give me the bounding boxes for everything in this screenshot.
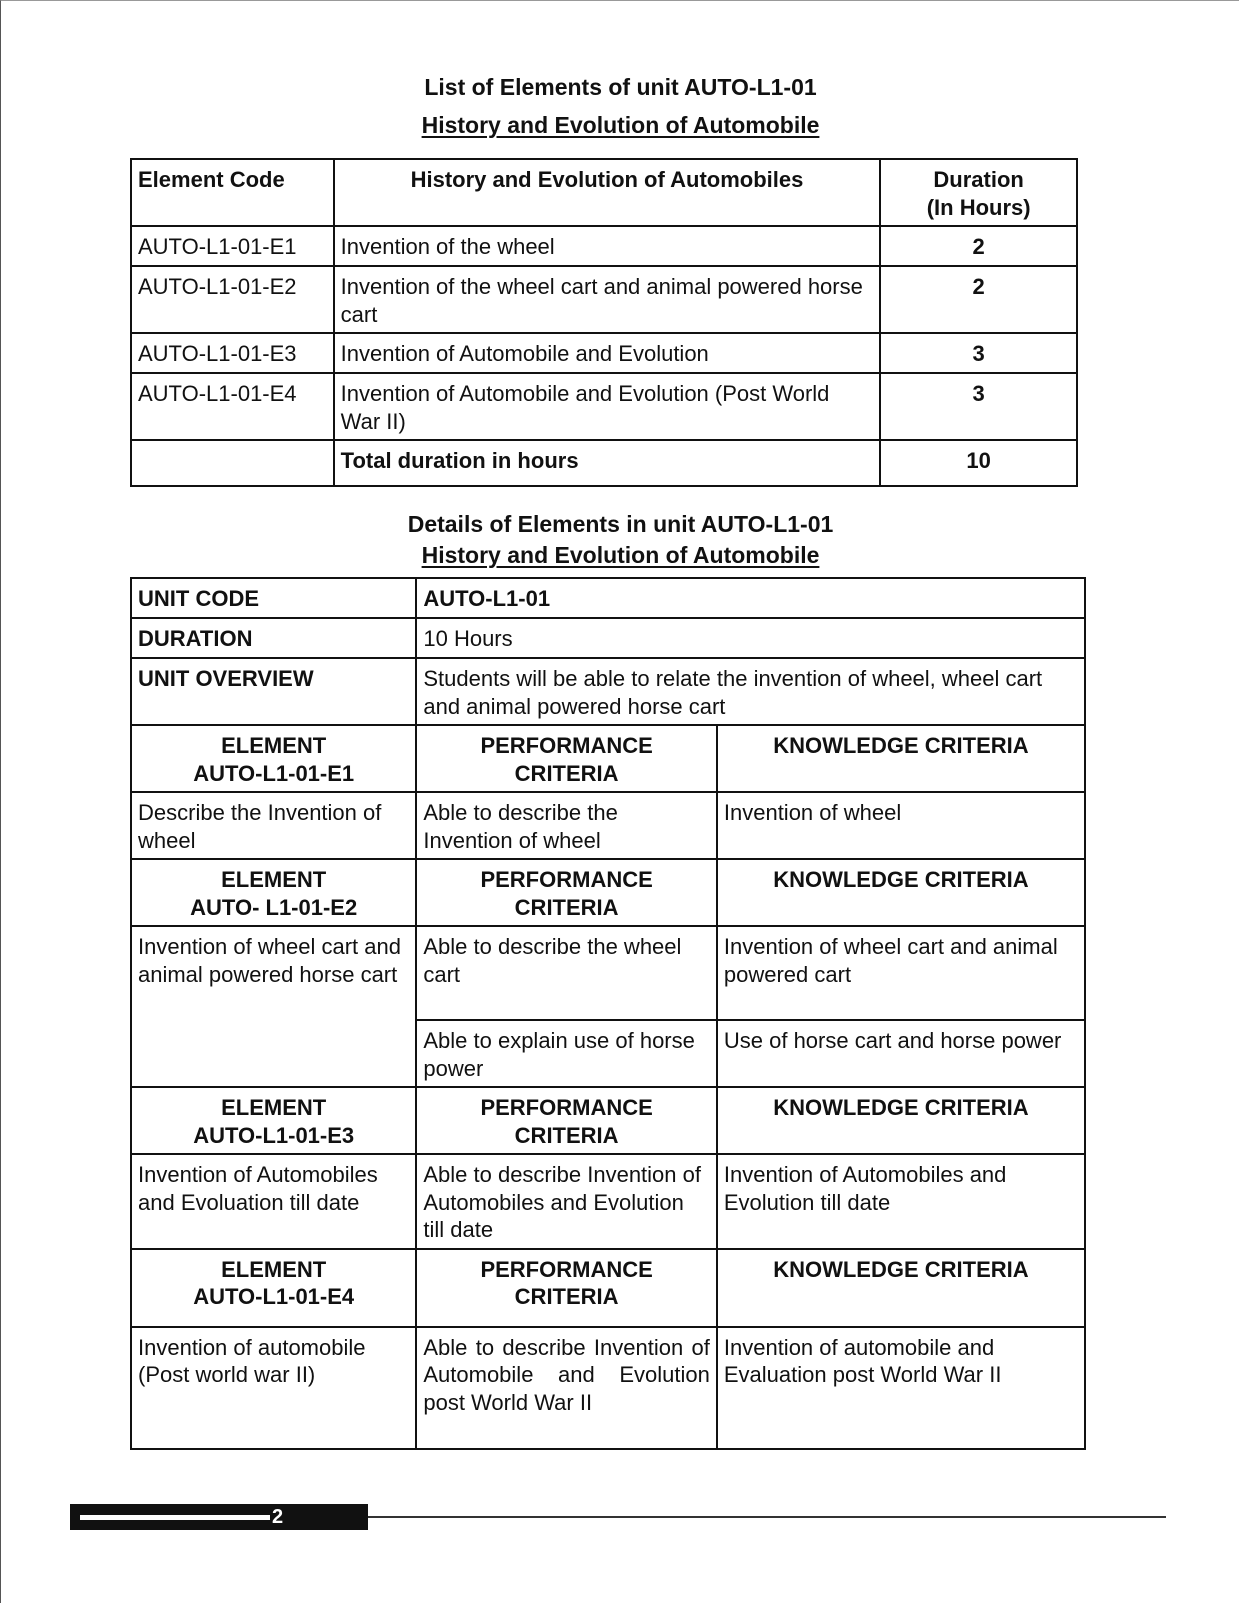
element-header-row [131, 725, 1085, 792]
knowledge-criteria: Invention of wheel [717, 792, 1085, 859]
table-row [131, 266, 1077, 333]
unit-code-value: AUTO-L1-01 [416, 578, 1085, 618]
list-subtitle: History and Evolution of Automobile [421, 112, 820, 138]
list-title: List of Elements of unit AUTO-L1-01 [424, 74, 817, 100]
elements-list-table [130, 158, 1078, 487]
element-description: Describe the Invention of wheel [131, 792, 416, 859]
element-heading: ELEMENT AUTO- L1-01-E2 [131, 859, 416, 926]
duration-value: 10 Hours [416, 618, 1085, 658]
kc-header: KNOWLEDGE CRITERIA [717, 1087, 1085, 1154]
total-value: 10 [880, 440, 1077, 486]
element-heading: ELEMENT AUTO-L1-01-E1 [131, 725, 416, 792]
performance-criteria: Able to describe Invention of Automobile and Evolution post World War II [416, 1327, 717, 1449]
footer-bar-stripe [80, 1515, 270, 1520]
pc-header: PERFORMANCE CRITERIA [416, 1087, 717, 1154]
knowledge-criteria: Invention of Automobiles and Evolution till date [717, 1154, 1085, 1249]
col-header-history: History and Evolution of Automobiles [334, 159, 881, 226]
knowledge-criteria: Invention of wheel cart and animal powered cart [717, 926, 1085, 1020]
row-hours: 2 [880, 226, 1077, 266]
duration-row [131, 618, 1085, 658]
col-header-duration: Duration (In Hours) [880, 159, 1077, 226]
total-label: Total duration in hours [334, 440, 881, 486]
table-row [131, 333, 1077, 373]
kc-header: KNOWLEDGE CRITERIA [717, 859, 1085, 926]
table-row [131, 373, 1077, 440]
row-code: AUTO-L1-01-E2 [131, 266, 334, 333]
performance-criteria: Able to describe Invention of Automobiles and Evolution till date [416, 1154, 717, 1249]
row-hours: 3 [880, 333, 1077, 373]
performance-criteria: Able to describe the wheel cart [416, 926, 717, 1020]
footer-rule [368, 1516, 1166, 1518]
row-code: AUTO-L1-01-E4 [131, 373, 334, 440]
overview-value: Students will be able to relate the invention of wheel, wheel cart and animal powered horse cart [416, 658, 1085, 725]
row-code: AUTO-L1-01-E3 [131, 333, 334, 373]
row-hours: 2 [880, 266, 1077, 333]
element-header-row [131, 1087, 1085, 1154]
knowledge-criteria: Invention of automobile and Evaluation post World War II [717, 1327, 1085, 1449]
element-row [131, 792, 1085, 859]
pc-header: PERFORMANCE CRITERIA [416, 725, 717, 792]
total-row [131, 440, 1077, 486]
performance-criteria: Able to explain use of horse power [416, 1020, 717, 1087]
overview-row [131, 658, 1085, 725]
details-subtitle: History and Evolution of Automobile [421, 542, 820, 568]
table-row [131, 226, 1077, 266]
unit-code-row [131, 578, 1085, 618]
element-heading: ELEMENT AUTO-L1-01-E4 [131, 1249, 416, 1327]
row-code: AUTO-L1-01-E1 [131, 226, 334, 266]
overview-label: UNIT OVERVIEW [131, 658, 416, 725]
duration-label: DURATION [131, 618, 416, 658]
col-header-element-code: Element Code [131, 159, 334, 226]
row-desc: Invention of the wheel [334, 226, 881, 266]
row-desc: Invention of Automobile and Evolution [334, 333, 881, 373]
row-desc: Invention of the wheel cart and animal powered horse cart [334, 266, 881, 333]
element-row [131, 1327, 1085, 1449]
element-header-row [131, 859, 1085, 926]
kc-header: KNOWLEDGE CRITERIA [717, 725, 1085, 792]
knowledge-criteria: Use of horse cart and horse power [717, 1020, 1085, 1087]
performance-criteria: Able to describe the Invention of wheel [416, 792, 717, 859]
row-desc: Invention of Automobile and Evolution (Post World War II) [334, 373, 881, 440]
kc-header: KNOWLEDGE CRITERIA [717, 1249, 1085, 1327]
element-description: Invention of wheel cart and animal powered horse cart [131, 926, 416, 1087]
element-row [131, 926, 1085, 1020]
element-row [131, 1154, 1085, 1249]
unit-code-label: UNIT CODE [131, 578, 416, 618]
page-number: 2 [272, 1506, 284, 1528]
element-description: Invention of Automobiles and Evoluation till date [131, 1154, 416, 1249]
row-hours: 3 [880, 373, 1077, 440]
pc-header: PERFORMANCE CRITERIA [416, 1249, 717, 1327]
element-details-table [130, 577, 1086, 1450]
element-heading: ELEMENT AUTO-L1-01-E3 [131, 1087, 416, 1154]
pc-header: PERFORMANCE CRITERIA [416, 859, 717, 926]
details-title: Details of Elements in unit AUTO-L1-01 [407, 511, 834, 537]
table-header-row [131, 159, 1077, 226]
element-header-row [131, 1249, 1085, 1327]
element-description: Invention of automobile (Post world war II) [131, 1327, 416, 1449]
